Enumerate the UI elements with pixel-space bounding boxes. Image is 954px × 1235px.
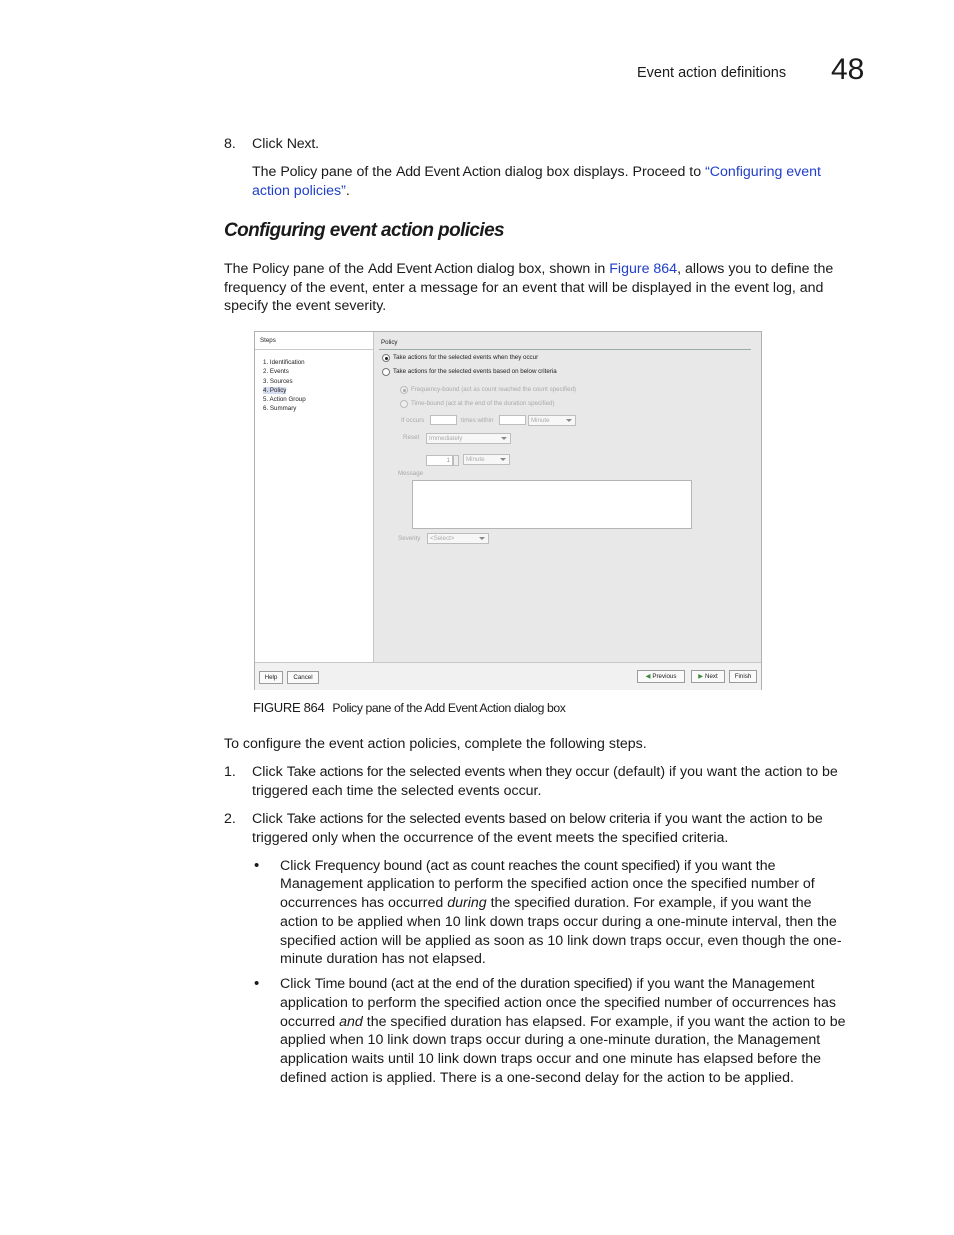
radio-when-occur-label: Take actions for the selected events when they occur — [393, 354, 539, 361]
within-value-input[interactable] — [499, 415, 526, 425]
severity-label: Severity — [398, 535, 421, 542]
arrow-left-icon: ◀ — [645, 673, 651, 680]
next-ui-term: Next — [286, 136, 316, 152]
radio-time-bound-label: Time-bound (act at the end of the duration specified) — [411, 400, 555, 407]
arrow-right-icon: ▶ — [698, 673, 704, 680]
chapter-number: 48 — [831, 53, 865, 86]
intro-line3: specify the event severity. — [224, 298, 387, 314]
steps-intro: To configure the event action policies, complete the following steps. — [224, 736, 647, 752]
step-item[interactable]: 3. Sources — [263, 377, 293, 385]
bullet-2-line6: defined action is applied. There is a one-second delay for the action to be applied. — [280, 1070, 794, 1086]
reset-duration-input[interactable]: 1 — [426, 455, 453, 466]
help-button[interactable]: Help — [259, 671, 283, 684]
intro-line1: The Policy pane of the Add Event Action dialog box, shown in Figure 864, allows you to define the — [224, 261, 834, 277]
times-within-label: times within — [461, 417, 494, 424]
cancel-button[interactable]: Cancel — [287, 671, 319, 684]
item-1-line2: triggered each time the selected events occur. — [252, 783, 542, 799]
bullet-1-line6: minute duration has not elapsed. — [280, 951, 486, 967]
chevron-down-icon — [479, 537, 485, 540]
add-event-action-dialog — [254, 331, 762, 690]
next-button[interactable]: ▶ Next — [691, 670, 725, 683]
bullet-2-line3: occurred and the specified duration has elapsed. For example, if you want the action to be — [280, 1014, 846, 1030]
radio-when-occur[interactable] — [382, 354, 390, 362]
bullet-2-line4: applied when 10 link down traps occur during a one-minute duration, the Management — [280, 1032, 821, 1048]
policy-divider — [379, 349, 751, 350]
steps-pane — [255, 332, 374, 662]
reset-unit-select[interactable]: Minute — [463, 454, 510, 465]
chevron-down-icon — [500, 458, 506, 461]
intro-line2: frequency of the event, enter a message for an event that will be displayed in the event log, and — [224, 280, 824, 296]
bullet-1-line4: action to be applied when 10 link down traps occur during a one-minute interval, then the — [280, 914, 837, 930]
finish-button[interactable]: Finish — [729, 670, 757, 683]
occurs-count-input[interactable] — [430, 415, 457, 425]
configuring-policies-link[interactable]: “Configuring event — [705, 164, 821, 180]
policy-pane — [374, 332, 761, 662]
bullet-1-marker: • — [254, 857, 260, 874]
bullet-1-line3: occurrences has occurred during the specified duration. For example, if you want the — [280, 895, 812, 911]
message-label: Message — [398, 470, 424, 477]
running-header-title: Event action definitions — [637, 65, 787, 81]
item-1-line1: Click Take actions for the selected events when they occur (default) if you want the action to be — [252, 764, 838, 780]
figure-number: FIGURE 864 — [253, 700, 325, 715]
if-occurs-label: If occurs — [401, 417, 425, 424]
step-item[interactable]: 1. Identification — [263, 359, 305, 366]
step-item[interactable]: 6. Summary — [263, 405, 297, 413]
configuring-policies-link-cont[interactable]: action policies” — [252, 183, 346, 199]
bullet-1-line2: Management application to perform the specified action once the specified number of — [280, 876, 815, 892]
steps-divider — [255, 349, 373, 350]
figure-864-link[interactable]: Figure 864 — [609, 261, 678, 277]
steps-title: Steps — [260, 337, 276, 344]
radio-time-bound[interactable] — [400, 400, 408, 408]
step-item[interactable]: 2. Events — [263, 368, 289, 376]
radio-frequency-bound[interactable] — [400, 386, 408, 394]
reset-duration-spinner[interactable] — [453, 455, 459, 466]
bullet-2-line1: Click Time bound (act at the end of the duration specified) if you want the Management — [280, 976, 815, 992]
step-8-text: Click Next. — [252, 136, 320, 152]
step-8-number: 8. — [224, 136, 236, 152]
radio-frequency-bound-label: Frequency-bound (act as count reached the count specified) — [411, 386, 577, 393]
chevron-down-icon — [566, 419, 572, 422]
severity-select[interactable]: <Select> — [427, 533, 489, 544]
message-textarea[interactable] — [412, 480, 692, 529]
bullet-2-marker: • — [254, 975, 260, 992]
section-heading: Configuring event action policies — [224, 220, 505, 241]
step-item-selected[interactable]: 4. Policy — [263, 386, 287, 394]
bullet-2-line5: application waits until 10 link down traps occur and one minute has elapsed before the — [280, 1051, 822, 1067]
step-8-result-line1: The Policy pane of the Add Event Action dialog box displays. Proceed to “Configuring event — [252, 164, 821, 180]
item-1-number: 1. — [224, 764, 236, 780]
dialog-button-bar — [255, 662, 761, 690]
chevron-down-icon — [501, 437, 507, 440]
previous-button[interactable]: ◀ Previous — [637, 670, 685, 683]
step-item[interactable]: 5. Action Group — [263, 396, 306, 404]
bullet-1-line5: specified action will be applied as soon as 10 link down traps occur, even though the one- — [280, 933, 842, 949]
bullet-2-line2: application to perform the specified action once the specified number of occurrences has — [280, 995, 836, 1011]
reset-select[interactable]: Immediately — [426, 433, 511, 444]
policy-title: Policy — [381, 339, 398, 346]
step-8-result-line2: action policies”. — [252, 183, 350, 199]
figure-caption — [253, 698, 565, 718]
radio-based-on-criteria[interactable] — [382, 368, 390, 376]
steps-list — [263, 358, 306, 414]
reset-label: Reset — [403, 434, 420, 441]
within-unit-select[interactable]: Minute — [528, 415, 576, 426]
item-2-line2: triggered only when the occurrence of the event meets the specified criteria. — [252, 830, 729, 846]
radio-based-on-criteria-label: Take actions for the selected events based on below criteria — [393, 368, 557, 375]
item-2-line1: Click Take actions for the selected events based on below criteria if you want the action to be — [252, 811, 823, 827]
figure-caption-text: Policy pane of the Add Event Action dialog box — [332, 701, 566, 715]
item-2-number: 2. — [224, 811, 236, 827]
bullet-1-line1: Click Frequency bound (act as count reaches the count specified) if you want the — [280, 858, 776, 874]
